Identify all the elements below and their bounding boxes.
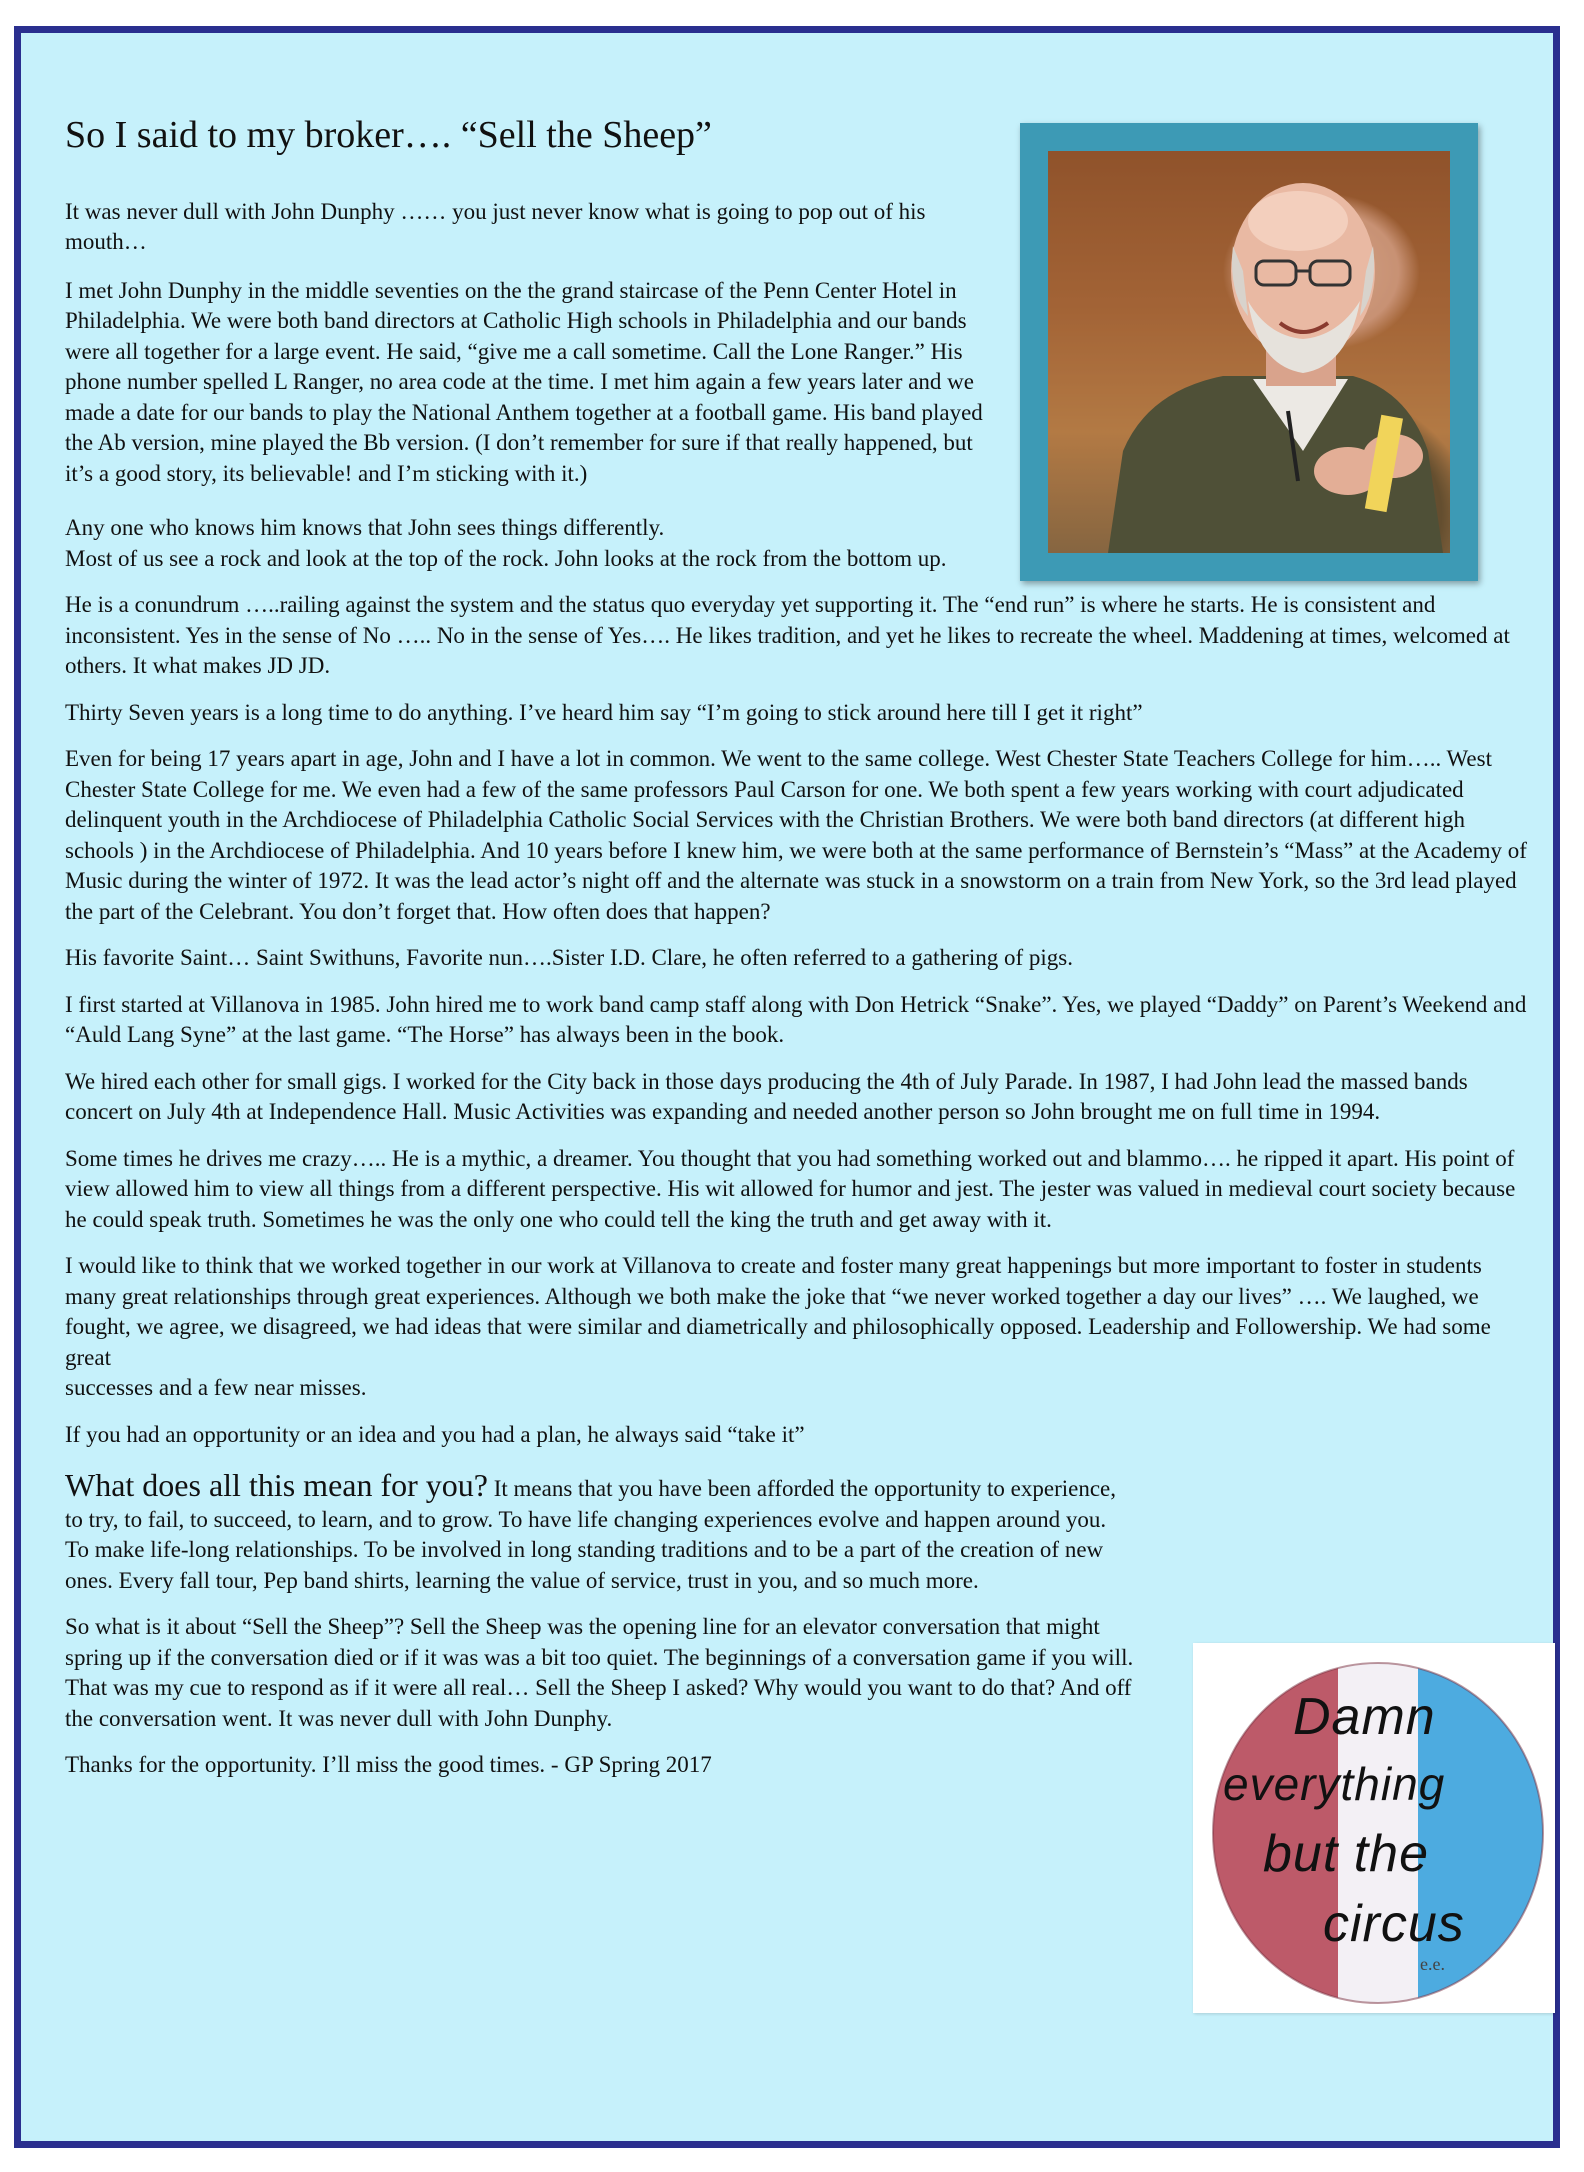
art-line-3: but the xyxy=(1263,1825,1430,1883)
paragraph-lone-ranger: I met John Dunphy in the middle seventies on the the grand staircase of the Penn Center Hotel in Philadelphia. We were both band directors at Catholic High schools in Philadelphia and our bands were all together for a large event. He said, “give me a call sometime. Call the Lone Ranger.” His phone number spelled L Ranger, no area code at the time. I met him again a few years later and we made a date for our bands to play the National Anthem together at a football game. His band played the Ab version, mine played the Bb version. (I don’t remember for sure if that really happened, but it’s a good story, its believable! and I’m sticking with it.) xyxy=(65,277,983,486)
paragraph-worked-together xyxy=(65,1251,1535,1404)
lead-question: What does all this mean for you? xyxy=(65,1467,488,1504)
paragraph-sell-the-sheep: So what is it about “Sell the Sheep”? Sell the Sheep was the opening line for an elevator conversation that might spring up if the conversation died or if it was was a bit too quiet. The beginnings of a conversation game if you will. That was my cue to respond as if it were all real… Sell the Sheep I asked? Why would you want to do that? And off the conversation went. It was never dull with John Dunphy. xyxy=(65,1614,1134,1731)
paragraph-small-gigs: We hired each other for small gigs. I worked for the City back in those days producing the 4th of July Parade. In 1987, I had John lead the massed bands concert on July 4th at Independence Hall. Music Activities was expanding and needed another person so John brought me on full time in 1994. xyxy=(65,1068,1468,1125)
paragraph-take-it: If you had an opportunity or an idea and you had a plan, he always said “take it” xyxy=(65,1421,805,1447)
closing-signoff: Thanks for the opportunity. I’ll miss the good times. - GP Spring 2017 xyxy=(65,1752,712,1778)
paragraph-conundrum: He is a conundrum …..railing against the system and the status quo everyday yet supporting it. The “end run” is where he starts. He is consistent and inconsistent. Yes in the sense of No ….. No in the sense of Yes…. He likes tradition, and yet he likes to recreate the wheel. Maddening at times, welcomed at others. It what makes JD JD. xyxy=(65,592,1510,679)
sees-differently-line-1: Any one who knows him knows that John sees things differently. xyxy=(65,515,665,541)
portrait-photo xyxy=(1048,151,1450,553)
paragraph-villanova-1985: I first started at Villanova in 1985. John hired me to work band camp staff along with Don Hetrick “Snake”. Yes, we played “Daddy” on Parent’s Weekend and “Auld Lang Syne” at the last game. “The Horse” has always been in the book. xyxy=(65,991,1527,1048)
sees-differently-line-2: Most of us see a rock and look at the top of the rock. John looks at the rock from the bottom up. xyxy=(65,545,947,571)
worked-together-last-line: successes and a few near misses. xyxy=(65,1375,367,1401)
art-line-1: Damn xyxy=(1293,1688,1436,1746)
paragraph-in-common: Even for being 17 years apart in age, John and I have a lot in common. We went to the same college. West Chester State Teachers College for him….. West Chester State College for me. We even had a few of the same professors Paul Carson for one. We both spent a few years working with court adjudicated delinquent youth in the Archdiocese of Philadelphia Catholic Social Services with the Christian Brothers. We were both band directors (at different high schools ) in the Archdiocese of Philadelphia. And 10 years before I knew him, we were both at the same performance of Bernstein’s “Mass” at the Academy of Music during the winter of 1972. It was the lead actor’s night off and the alternate was stuck in a snowstorm on a train from New York, so the 3rd lead played the part of the Celebrant. You don’t forget that. How often does that happen? xyxy=(65,746,1527,924)
what-it-means-text: It means that you have been afforded the opportunity to experience, to try, to fail, to succeed, to learn, and to grow. To have life changing experiences evolve and happen around you. To make life-long relationships. To be involved in long standing traditions and to be a part of the creation of new ones. Every fall tour, Pep band shirts, learning the value of service, trust in you, and so much more. xyxy=(65,1476,1117,1593)
page-frame xyxy=(14,26,1560,2148)
circus-artwork xyxy=(1193,1643,1555,2013)
article-title: So I said to my broker…. “Sell the Sheep” xyxy=(65,114,712,156)
paragraph-drives-crazy: Some times he drives me crazy….. He is a mythic, a dreamer. You thought that you had something worked out and blammo…. he ripped it apart. His point of view allowed him to view all things from a different perspective. His wit allowed for humor and jest. The jester was valued in medieval court society because he could speak truth. Sometimes he was the only one who could tell the king the truth and get away with it. xyxy=(65,1145,1516,1232)
portrait-illustration xyxy=(1048,151,1450,553)
paragraph-what-it-means xyxy=(65,1467,1135,1596)
intro-paragraph: It was never dull with John Dunphy …… you just never know what is going to pop out of his mouth… xyxy=(65,198,926,255)
portrait-frame xyxy=(1020,123,1478,581)
art-signature: e.e. xyxy=(1420,1954,1445,1974)
worked-together-text: I would like to think that we worked together in our work at Villanova to create and foster many great happenings but more important to foster in students many great relationships through great experiences. Although we both make the joke that “we never worked together a day our lives” …. We laughed, we fought, we agree, we disagreed, we had ideas that were similar and diametrically and philosophically opposed. Leadership and Followership. We had some great xyxy=(65,1253,1491,1370)
art-line-2: everything xyxy=(1223,1758,1446,1810)
art-line-4: circus xyxy=(1323,1895,1465,1953)
paragraph-favorite-saint: His favorite Saint… Saint Swithuns, Favorite nun….Sister I.D. Clare, he often referred to a gathering of pigs. xyxy=(65,945,1073,971)
paragraph-thirty-seven-years: Thirty Seven years is a long time to do anything. I’ve heard him say “I’m going to stick around here till I get it right” xyxy=(65,699,1143,725)
